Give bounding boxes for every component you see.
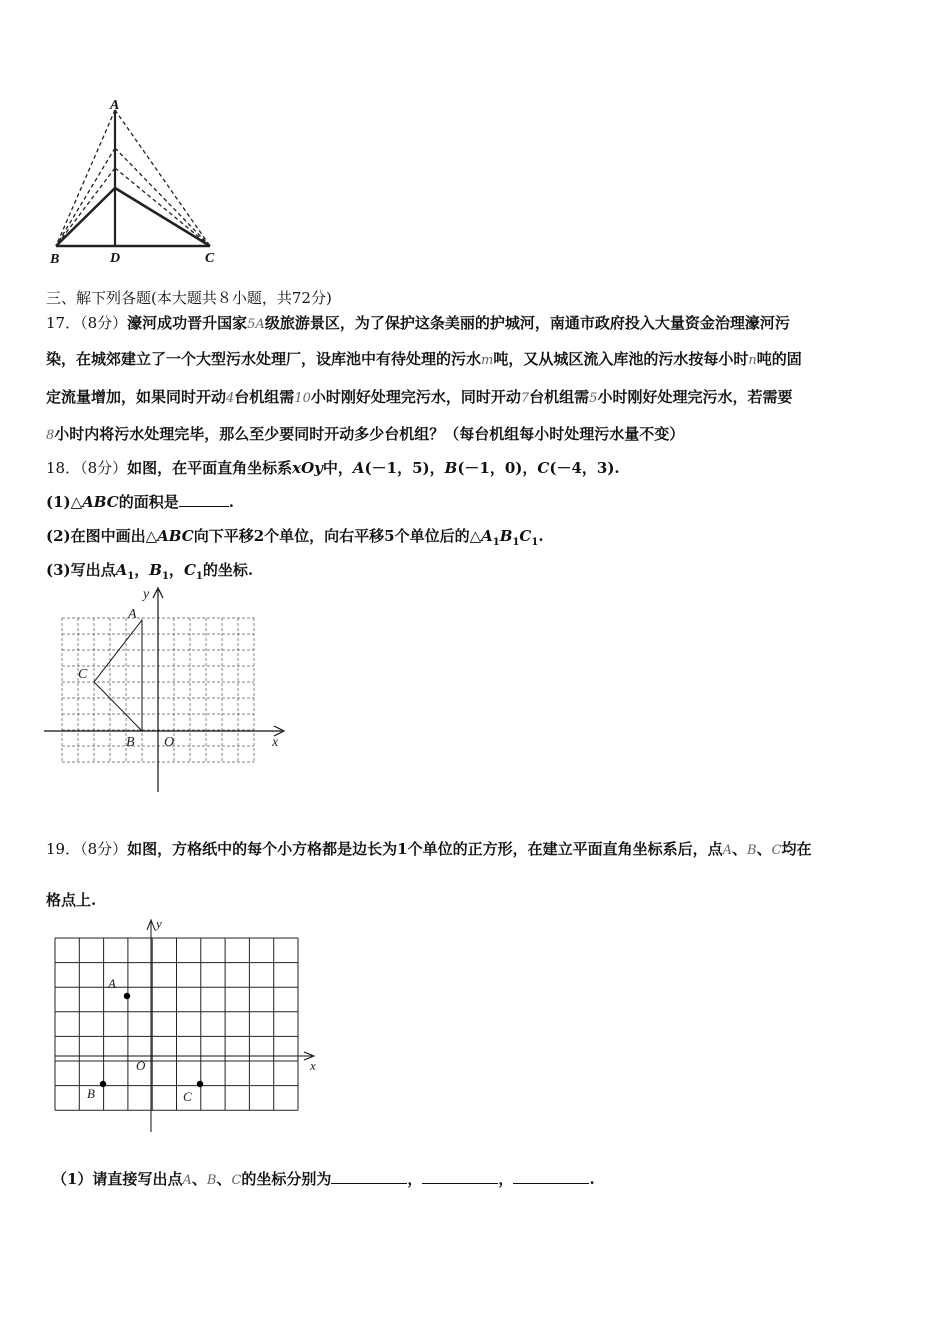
q19-part1 [52,1168,595,1189]
q17-7: 7 [520,391,530,406]
q19-text: 如图，方格纸中的每个小方格都是边长为1个单位的正方形，在建立平面直角坐标系后，点 [127,840,723,858]
q18-text: ， [168,561,184,579]
subscript: 1 [512,537,520,548]
q17-text: 吨，又从城区流入库池的污水按每小时 [493,350,749,368]
q18-a: A [352,459,365,477]
q19-line1 [46,838,812,859]
q18-c: C [537,459,550,477]
q17-10: 10 [294,391,311,406]
q19-sep: 、 [191,1170,207,1188]
q17-5: 5 [589,391,598,406]
q19-sep: 、 [216,1170,232,1188]
q18-a-coord: (－1，5)， [364,459,445,477]
q17-text: 染，在城郊建立了一个大型污水处理厂，设库池中有待处理的污水 [46,350,482,368]
q18-text: 向下平移2个单位，向右平移5个单位后的△ [193,527,482,545]
q18-text: ， [134,561,150,579]
q19-b-label: B [87,1086,95,1101]
point-b [100,1081,106,1087]
q18-text: (1)△ [46,493,83,511]
q18-x-label: x [272,735,279,750]
label-a: A [110,98,120,113]
q18-c-label: C [78,667,88,682]
q17-line3 [46,386,792,407]
q19-b: B [747,843,757,858]
q17-text: 小时刚好处理完污水，同时开动 [310,388,521,406]
subscript: 1 [161,571,169,582]
subscript: 1 [492,537,500,548]
answer-blank-b[interactable] [422,1182,498,1184]
q19-x-label: x [310,1058,316,1073]
q19-number: 19．（8分） [46,840,128,858]
q18-a-label: A [128,607,137,622]
q19-text: （1）请直接写出点 [52,1170,183,1188]
dashed-ab [56,110,115,246]
answer-blank-a[interactable] [331,1182,407,1184]
q18-b-coord: (－1，0)， [457,459,538,477]
point-a [124,993,130,999]
q19-text: 的坐标分别为 [241,1170,332,1188]
q17-n: n [748,353,757,368]
q18-a1: A [481,527,493,545]
q19-text: 均在 [781,840,812,858]
q18-part1 [46,491,234,512]
q19-b: B [206,1173,217,1188]
q19-c: C [771,843,782,858]
q19-sep: 、 [756,840,772,858]
q18-a1: A [115,561,128,579]
q18-abc: ABC [82,493,119,511]
answer-blank-c[interactable] [513,1182,589,1184]
q17-line4 [46,423,684,444]
q18-b: B [444,459,458,477]
q19-o-label: O [136,1058,146,1073]
q17-line1 [46,312,790,333]
point-c [197,1081,203,1087]
q19-text: . [589,1170,595,1188]
q18-xoy: xOy [292,459,323,477]
q18-o-label: O [164,735,175,750]
q18-c-coord: (－4，3). [549,459,620,477]
q17-text: 台机组需 [234,388,295,406]
label-b: B [50,252,60,267]
q19-grid-figure [50,916,330,1136]
q18-text: 中， [322,459,353,477]
q18-grid-figure [44,586,294,796]
q19-a-label: A [108,976,116,991]
triangle-figure [44,98,224,268]
subscript: 1 [127,571,135,582]
q18-text: . [228,493,234,511]
q19-line2: 格点上. [46,891,97,909]
q18-c1: C [519,527,532,545]
dashed-p2b [56,168,115,246]
q17-text: 小时刚好处理完污水，若需要 [597,388,793,406]
q17-number: 17．（8分） [46,314,128,332]
q18-part3 [46,559,253,582]
q17-text: 小时内将污水处理完毕，那么至少要同时开动多少台机组？（每台机组每小时处理污水量不变） [54,425,685,443]
q18-abc: ABC [157,527,194,545]
subscript: 1 [531,537,539,548]
q18-b-label: B [126,735,135,750]
q19-c-label: C [183,1089,192,1104]
q17-8: 8 [46,428,55,443]
q18-b1: B [149,561,162,579]
q18-text: . [538,527,544,545]
q18-line1 [46,457,620,478]
q18-text: 的面积是 [118,493,179,511]
q18-text: 的坐标. [202,561,254,579]
q18-text: (3)写出点 [46,561,116,579]
q17-4: 4 [226,391,235,406]
q19-c: C [231,1173,242,1188]
q18-b1: B [499,527,513,545]
q19-sep: ， [498,1170,514,1188]
dashed-ac [115,110,210,246]
label-c: C [205,251,215,266]
answer-blank[interactable] [179,505,229,507]
solid-pc [115,188,210,246]
q17-m: m [481,353,494,368]
q19-a: A [182,1173,192,1188]
q17-5a: 5A [247,317,265,332]
q17-line2 [46,348,802,369]
q18-text: (2)在图中画出△ [46,527,158,545]
q19-y-label: y [156,916,162,931]
q17-text: 定流量增加，如果同时开动 [46,388,227,406]
q18-y-label: y [143,587,150,602]
q19-sep: ， [407,1170,423,1188]
q17-text: 台机组需 [529,388,590,406]
q19-a: A [722,843,732,858]
q19-sep: 、 [731,840,747,858]
subscript: 1 [195,571,203,582]
label-d: D [110,251,121,266]
q18-number: 18．（8分） [46,459,128,477]
q17-text: 吨的固 [756,350,802,368]
dashed-p2c [115,168,210,246]
q18-part2 [46,525,544,548]
q18-text: 如图，在平面直角坐标系 [127,459,293,477]
q17-text: 级旅游景区，为了保护这条美丽的护城河，南通市政府投入大量资金治理濠河污 [264,314,790,332]
q18-c1: C [183,561,196,579]
q17-text: 濠河成功晋升国家 [127,314,248,332]
section-heading: 三、解下列各题(本大题共８小题，共72分) [46,289,332,307]
